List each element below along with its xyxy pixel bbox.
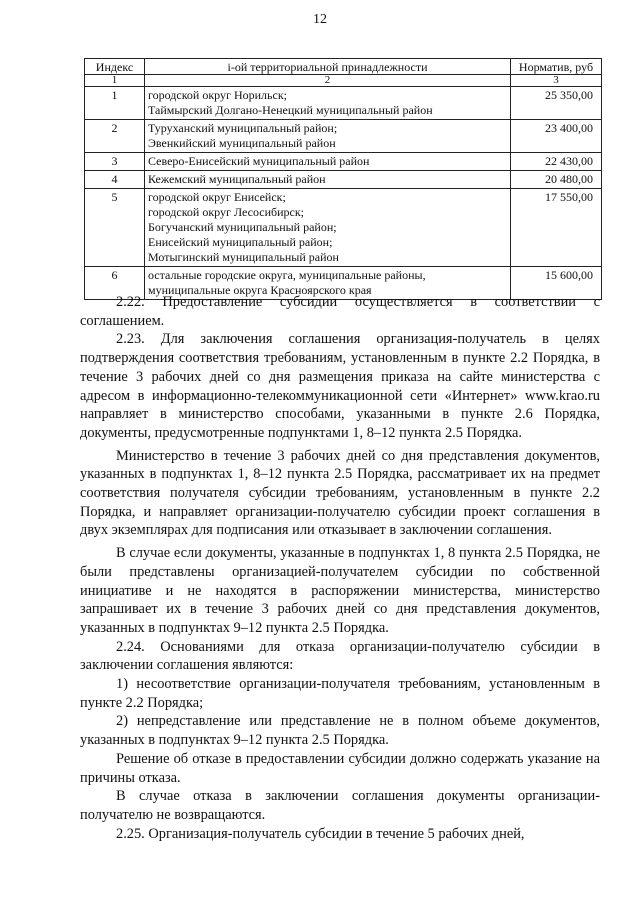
paragraph-2-22: 2.22. Предоставление субсидии осуществляется в соответствии с соглашением. [80,294,600,329]
table-row [85,87,602,120]
paragraph-reason-1: 1) несоответствие организации-получателя требованиям, установленным в пункте 2.2 Порядка; [80,676,600,711]
table-row [85,153,602,171]
table-row [85,120,602,153]
row-norm-value: 17 550,00 [511,189,602,267]
header-norm: Норматив, руб [511,59,602,75]
paragraph-2-23: 2.23. Для заключения соглашения организация-получатель в целях подтверждения соответствия требованиям, установленным в пункте 2.2 Порядка, в течение 3 рабочих дней со дня размещения приказа на сайте министерства с адресом в информационно-телекоммуникационной сети «Интернет» www.krao.ru направляет в министерство способами, указанными в пункте 2.6 Порядка, документы, предусмотренные подпунктами 1, 8–12 пункта 2.5 Порядка. [80,331,600,441]
row-territory [145,153,511,171]
territory-line: городской округ Енисейск; [148,190,286,204]
row-norm-value: 15 600,00 [511,267,602,300]
territory-line: остальные городские округа, муниципальные районы, [148,268,426,282]
row-index: 4 [85,171,145,189]
header-index: Индекс [85,59,145,75]
territory-line: Кежемский муниципальный район [148,172,326,186]
row-territory [145,171,511,189]
paragraph-documents-not-returned: В случае отказа в заключении соглашения документы организации-получателю не возвращаются. [80,788,600,823]
row-territory [145,87,511,120]
paragraph-ministry-review: Министерство в течение 3 рабочих дней со дня представления документов, указанных в подпунктах 1, 8–12 пункта 2.5 Порядка, рассматривает их на предмет соответствия получателя субсидии требованиям, установленным в пункте 2.2 Порядка, и направляет организации-получателю субсидии проект соглашения в двух экземплярах для подписания или отказывает в заключении соглашения. [80,447,600,539]
column-number: 2 [145,75,511,87]
territory-line: Северо-Енисейский муниципальный район [148,154,370,168]
row-norm-value: 22 430,00 [511,153,602,171]
row-index: 5 [85,189,145,267]
row-index: 6 [85,267,145,300]
table-header-row [85,59,602,75]
row-territory [145,189,511,267]
row-norm-value: 23 400,00 [511,120,602,153]
page-number: 12 [313,12,327,27]
column-number: 3 [511,75,602,87]
table-row [85,189,602,267]
territory-line: Таймырский Долгано-Ненецкий муниципальный район [148,103,433,117]
paragraph-2-25: 2.25. Организация-получатель субсидии в течение 5 рабочих дней, [116,825,525,842]
row-index: 1 [85,87,145,120]
row-norm-value: 20 480,00 [511,171,602,189]
row-index: 3 [85,153,145,171]
row-territory [145,120,511,153]
norm-table [84,58,602,300]
paragraph-2-24: 2.24. Основаниями для отказа организации-получателю субсидии в заключении соглашения являются: [80,638,600,674]
territory-line: городской округ Норильск; [148,88,287,102]
column-number: 1 [85,75,145,87]
territory-line: Богучанский муниципальный район; [148,220,337,234]
column-number-row [85,75,602,87]
territory-line: Эвенкийский муниципальный район [148,136,336,150]
territory-line: Енисейский муниципальный район; [148,235,333,249]
table-row [85,171,602,189]
row-norm-value: 25 350,00 [511,87,602,120]
territory-line: городской округ Лесосибирск; [148,205,305,219]
territory-line: Туруханский муниципальный район; [148,121,338,135]
paragraph-document-request: В случае если документы, указанные в подпунктах 1, 8 пункта 2.5 Порядка, не были представлены организацией-получателем субсидии по собственной инициативе и не находятся в распоряжении министерства, министерство запрашивает их в течение 3 рабочих дней со дня представления документов, указанных в подпунктах 9–12 пункта 2.5 Порядка. [80,545,600,636]
territory-line: Мотыгинский муниципальный район [148,250,339,264]
paragraph-reason-2: 2) непредставление или представление не в полном объеме документов, указанных в подпунктах 9–12 пункта 2.5 Порядка. [80,713,600,749]
row-index: 2 [85,120,145,153]
header-territory: i-ой территориальной принадлежности [145,59,511,75]
paragraph-refusal-decision: Решение об отказе в предоставлении субсидии должно содержать указание на причины отказа. [80,750,600,786]
table-body [85,87,602,300]
document-body [80,293,600,843]
territory-line: муниципальные округа Красноярского края [148,283,372,297]
